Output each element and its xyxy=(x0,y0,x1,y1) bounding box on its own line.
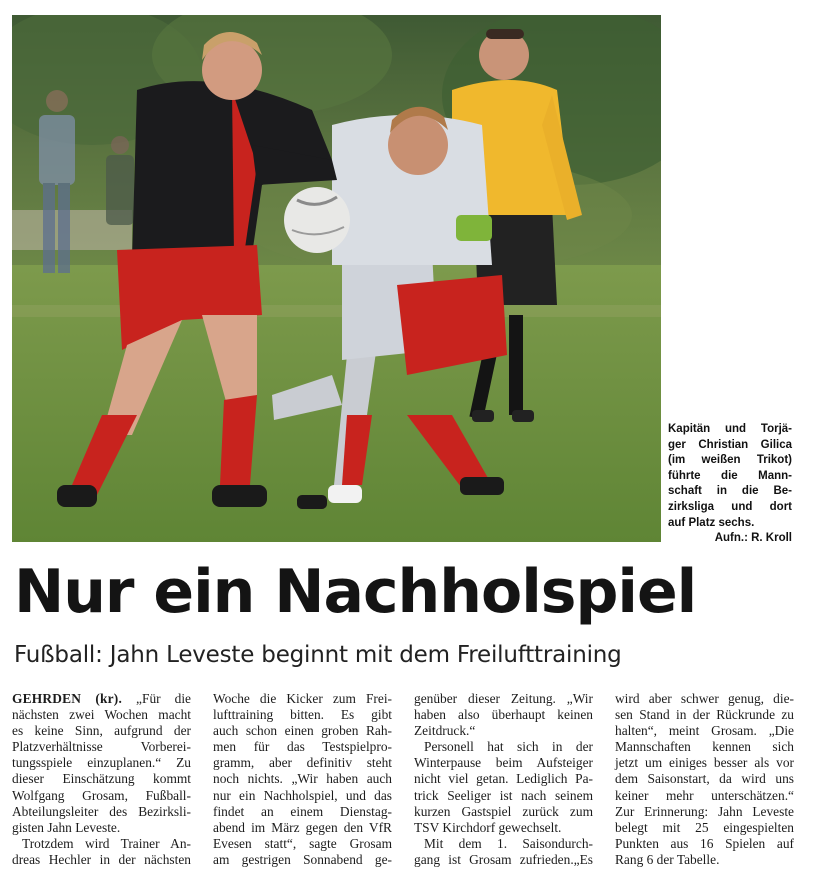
caption-line: führte die Mann- xyxy=(668,469,792,482)
text-line: dem Saisonstart, da wird uns xyxy=(615,771,794,787)
article-column-4 xyxy=(615,691,794,868)
text-line: jetzt um einiges besser als vor xyxy=(615,755,794,771)
text-line: Mit dem 1. Saisondurch- xyxy=(424,835,593,851)
text-line: Punkten aus 16 Spielen auf xyxy=(615,835,794,851)
text-line: Personell hat sich in der xyxy=(424,739,593,755)
article-column-2 xyxy=(213,691,392,868)
text-line: haben also überhaupt keinen xyxy=(414,707,593,723)
text-line: gang ist Grosam zufrieden.„Es xyxy=(414,851,593,867)
text-line: tungsspiele einzuplanen.“ Zu xyxy=(12,755,191,771)
caption-line: Kapitän und Torjä- xyxy=(668,423,792,435)
photo-caption xyxy=(668,422,792,547)
text-line: dieser Einschätzung kommt xyxy=(12,771,191,787)
caption-line: (im weißen Trikot) xyxy=(668,454,792,467)
text-line: Abteilungsleiter des Bezirksli- xyxy=(12,803,191,819)
dateline: GEHRDEN (kr). xyxy=(12,691,123,706)
text-line: Woche die Kicker zum Frei- xyxy=(213,691,392,706)
text-line: gisten Jahn Leveste. xyxy=(12,819,121,835)
text-line: kurzen Gastspiel zurück zum xyxy=(414,803,593,819)
text-line: gramm, aber definitiv steht xyxy=(213,755,392,771)
text-line: Zeitdruck.“ xyxy=(414,723,476,739)
caption-line: zirksliga und dort xyxy=(668,500,792,513)
text-line: halten“, meint Grosam. „Die xyxy=(615,723,794,739)
text-line: Platzverhältnisse Vorberei- xyxy=(12,739,191,755)
text-line: Evesen statt“, sagte Grosam xyxy=(213,835,392,851)
text-line: TSV Kirchdorf gewechselt. xyxy=(414,819,562,835)
text-line: nur ein Nachholspiel, und das xyxy=(213,787,392,803)
text-line: auch schon einen groben Rah- xyxy=(213,723,392,739)
text-line: keiner mehr unterschätzen.“ xyxy=(615,787,794,803)
text-line: findet an einem Dienstag- xyxy=(213,803,392,819)
text-line: wird aber schwer genug, die- xyxy=(615,691,794,706)
text-line: es keine Sinn, aufgrund der xyxy=(12,723,191,739)
caption-line: ger Christian Gilica xyxy=(668,438,792,451)
caption-line: schaft in die Be- xyxy=(668,485,792,498)
article-column-1 xyxy=(12,691,191,868)
football-ball xyxy=(284,187,350,253)
text-line: Rang 6 der Tabelle. xyxy=(615,851,720,867)
text-line: noch nichts. „Wir haben auch xyxy=(213,771,392,787)
text-line: men für das Testspielpro- xyxy=(213,739,392,755)
text-line: nicht viel getan. Lediglich Pa- xyxy=(414,771,593,787)
text-line: sen Stand in der Rückrunde zu xyxy=(615,707,794,723)
text-line: Winterpause beim Aufsteiger xyxy=(414,755,593,771)
text-line: lufttraining bitten. Es gibt xyxy=(213,707,392,723)
article-subheadline: Fußball: Jahn Leveste beginnt mit dem Freilufttraining xyxy=(14,642,622,668)
text-line: dreas Hechler in der nächsten xyxy=(12,851,191,867)
football-scene-image xyxy=(12,15,661,542)
caption-line: auf Platz sechs. xyxy=(668,516,755,529)
text-line: abend im März gegen den VfR xyxy=(213,819,392,835)
article-photo xyxy=(12,15,661,542)
article-column-3 xyxy=(414,691,593,868)
text-line: Wolfgang Grosam, Fußball- xyxy=(12,787,191,803)
article-body xyxy=(12,691,796,866)
text-line: nächsten zwei Wochen macht xyxy=(12,707,191,723)
text-line: Zur Erinnerung: Jahn Leveste xyxy=(615,803,794,819)
article-headline: Nur ein Nachholspiel xyxy=(14,557,697,627)
photo-credit: Aufn.: R. Kroll xyxy=(714,532,792,545)
text-line: Mannschaften kennen sich xyxy=(615,739,794,755)
text-line: Trotzdem wird Trainer An- xyxy=(22,835,191,851)
text-line: genüber dieser Zeitung. „Wir xyxy=(414,691,593,706)
text-line: „Für die xyxy=(122,691,192,706)
text-line: trick Seeliger ist nach seinem xyxy=(414,787,593,803)
text-line: am gestrigen Sonnabend ge- xyxy=(213,851,392,867)
text-line: belegt mit 25 eingespielten xyxy=(615,819,794,835)
